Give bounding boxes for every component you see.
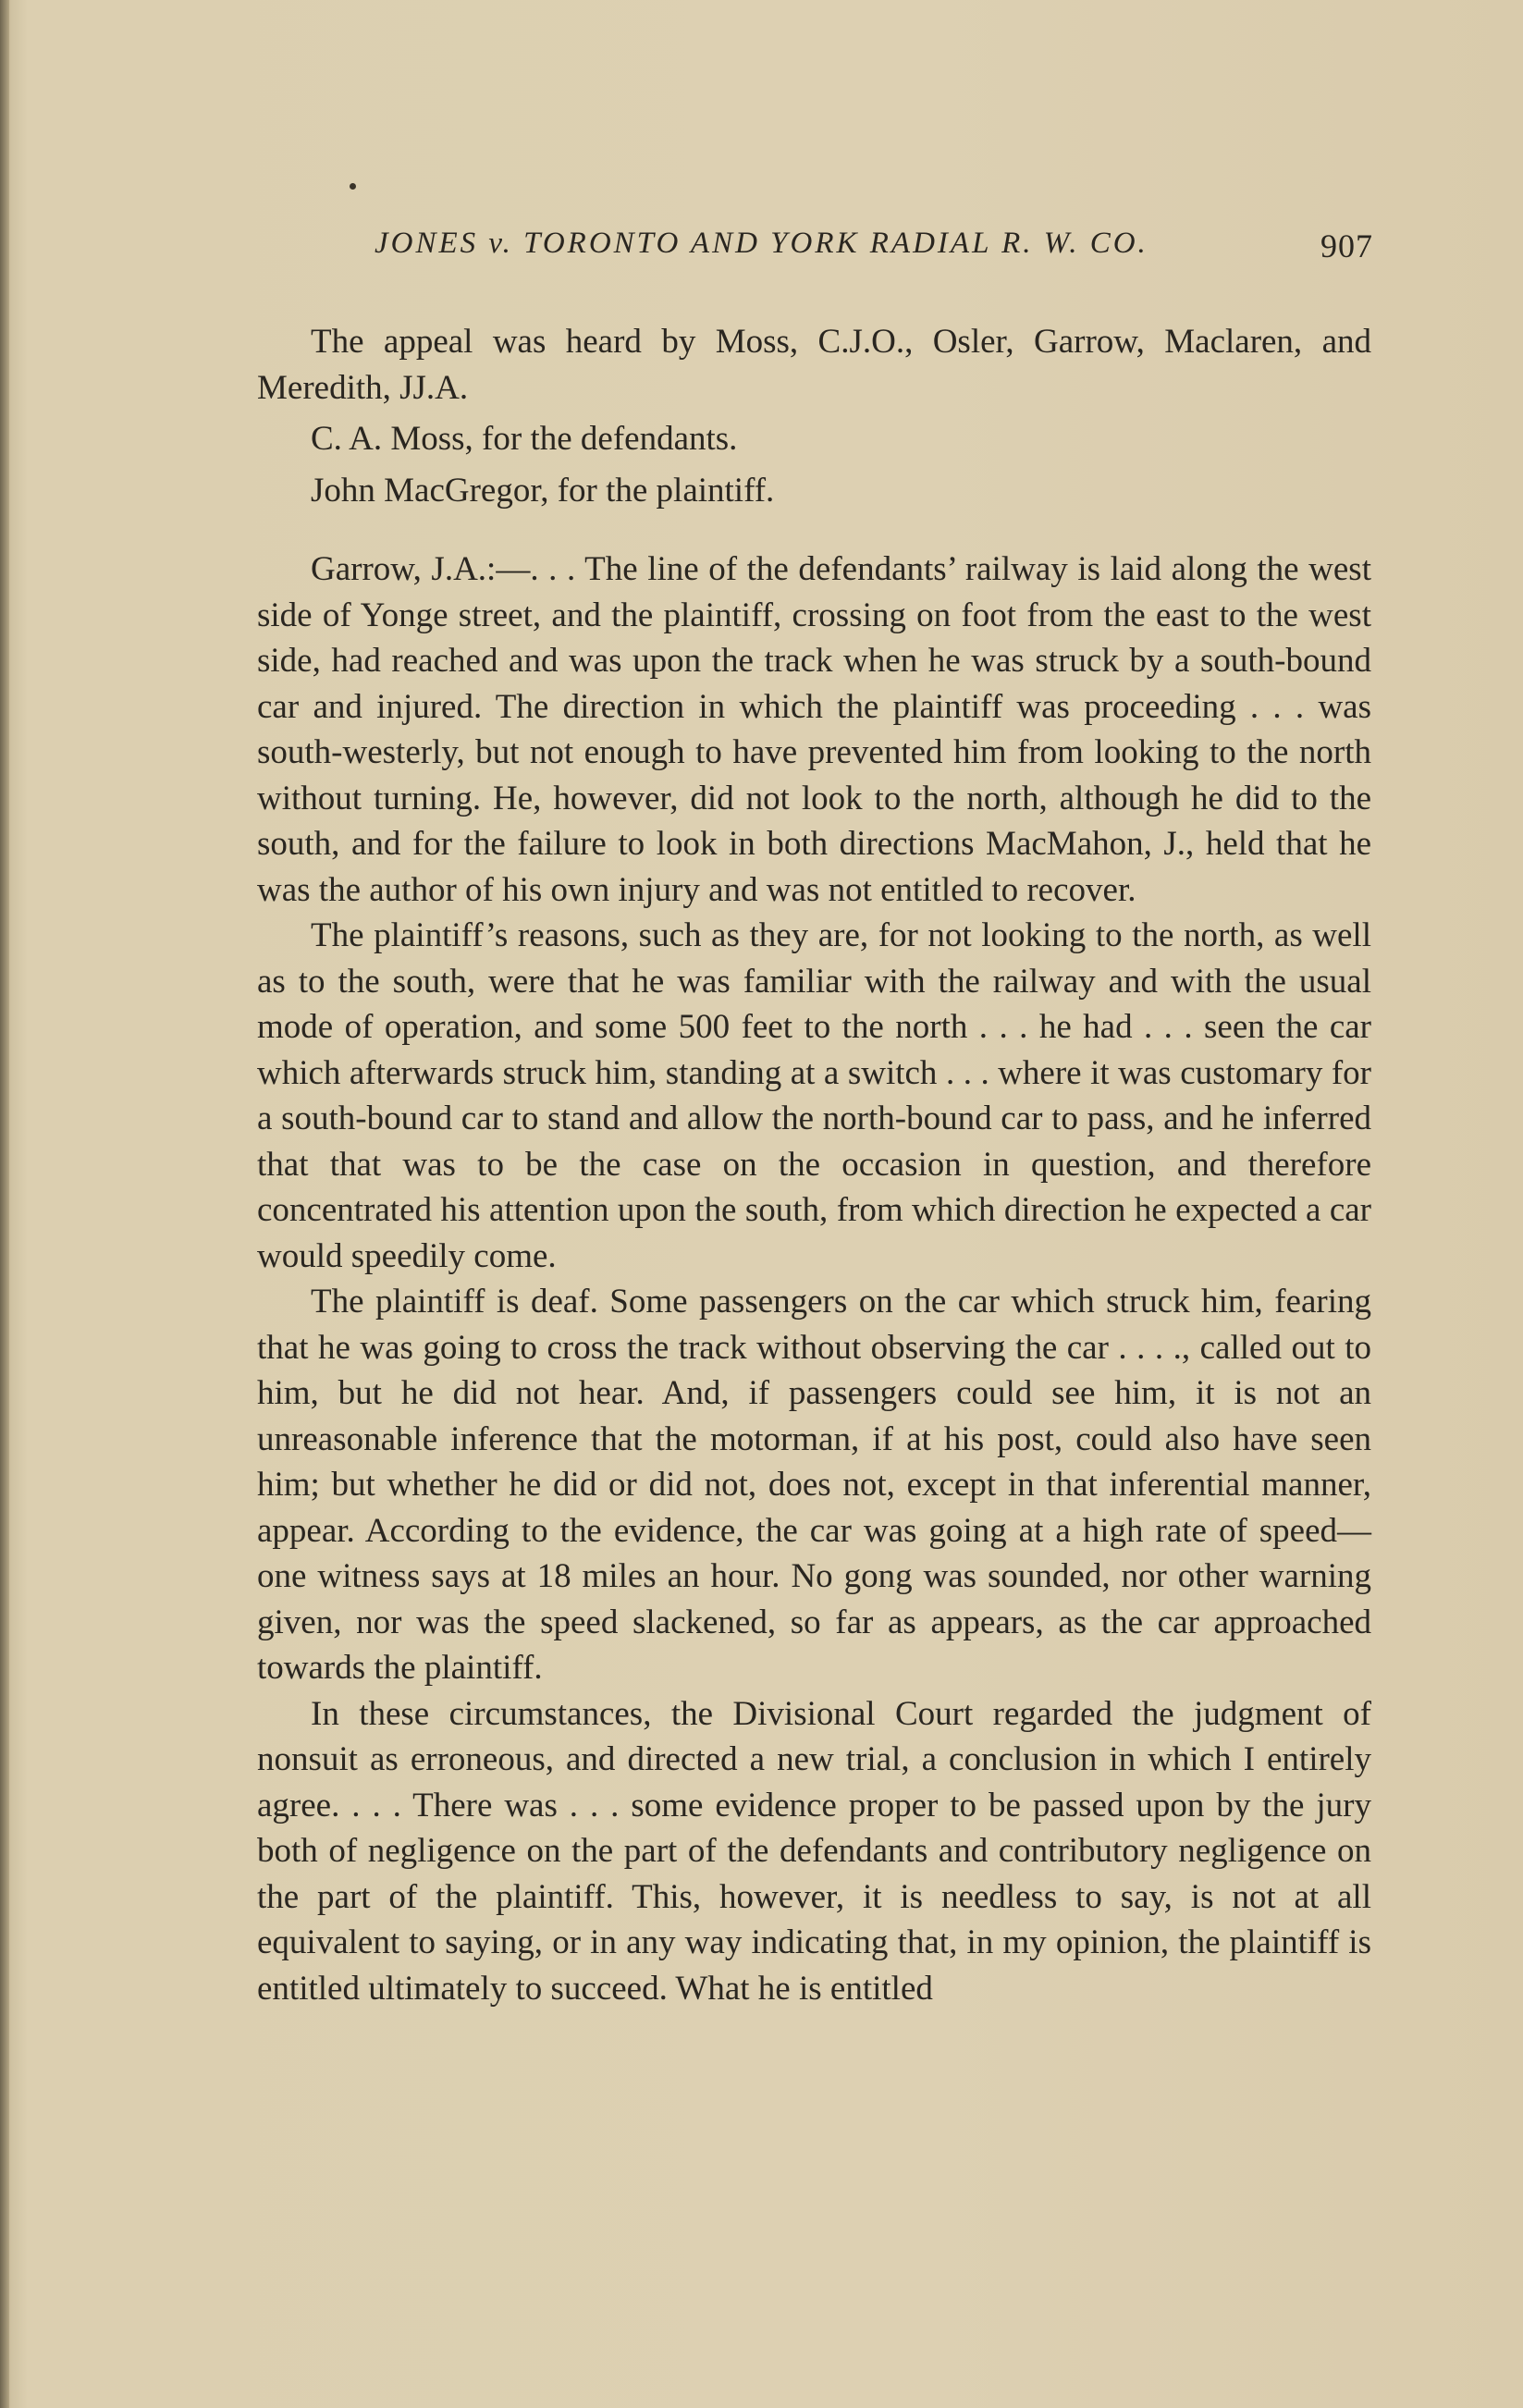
paragraph-plaintiff-reasons: The plaintiff’s reasons, such as they are, for not looking to the north, as well as to the south, were that he was familiar with the railway and with the usual mode of operation, and some 500 feet to the north . . . he had . . . seen the car which afterwards struck him, standing at a switch . . . where it was customary for a south-bound car to stand and allow the north-bound car to pass, and he inferred that that was to be the case on the occasion in question, and therefore concentrated his attention upon the south, from which direction he expected a car would speedily come. bbox=[257, 916, 1371, 1275]
page-spine-shadow bbox=[0, 0, 9, 2408]
running-header bbox=[375, 227, 1373, 273]
paragraph-counsel-defendants: C. A. Moss, for the defendants. bbox=[311, 420, 738, 458]
page-number: 907 bbox=[1320, 227, 1373, 264]
ink-dot bbox=[350, 183, 356, 190]
paragraph-plaintiff-deaf: The plaintiff is deaf. Some passengers on the car which struck him, fearing that he was going to cross the track without observing the car . . . ., called out to him, but he did not hear. And, if passengers could see him, it is not an unreasonable inference that the motorman, if at his post, could also have seen him; but whether he did or did not, does not, except in that inferential manner, appear. According to the evidence, the car was going at a high rate of speed—one witness says at 18 miles an hour. No gong was sounded, nor other warning given, nor was the speed slackened, so far as appears, as the car approached towards the plaintiff. bbox=[257, 1283, 1371, 1687]
paragraph-counsel-plaintiff: John MacGregor, for the plaintiff. bbox=[311, 471, 775, 510]
body-text bbox=[257, 319, 1371, 2011]
paragraph-circumstances: In these circumstances, the Divisional Court regarded the judgment of nonsuit as erroneous, and directed a new trial, a conclusion in which I entirely agree. . . . There was . . . some evidence proper to be passed upon by the jury both of negligence on the part of the defendants and contributory negligence on the part of the plaintiff. This, however, it is needless to say, is not at all equivalent to saying, or in any way indicating that, in my opinion, the plaintiff is entitled ultimately to succeed. What he is entitled bbox=[257, 1694, 1371, 2008]
paragraph-judgment-facts: Garrow, J.A.:—. . . The line of the defendants’ railway is laid along the west side of Yonge street, and the plaintiff, crossing on foot from the east to the west side, had reached and was upon the track when he was struck by a south-bound car and injured. The direction in which the plaintiff was proceeding . . . was south-westerly, but not enough to have prevented him from looking to the north without turning. He, however, did not look to the north, although he did to the south, and for the failure to look in both directions MacMahon, J., held that he was the author of his own injury and was not entitled to recover. bbox=[257, 550, 1371, 909]
paragraph-appeal-heard: The appeal was heard by Moss, C.J.O., Osler, Garrow, Maclaren, and Meredith, JJ.A. bbox=[257, 323, 1371, 407]
running-title: JONES v. TORONTO AND YORK RADIAL R. W. CO. bbox=[375, 227, 1148, 260]
